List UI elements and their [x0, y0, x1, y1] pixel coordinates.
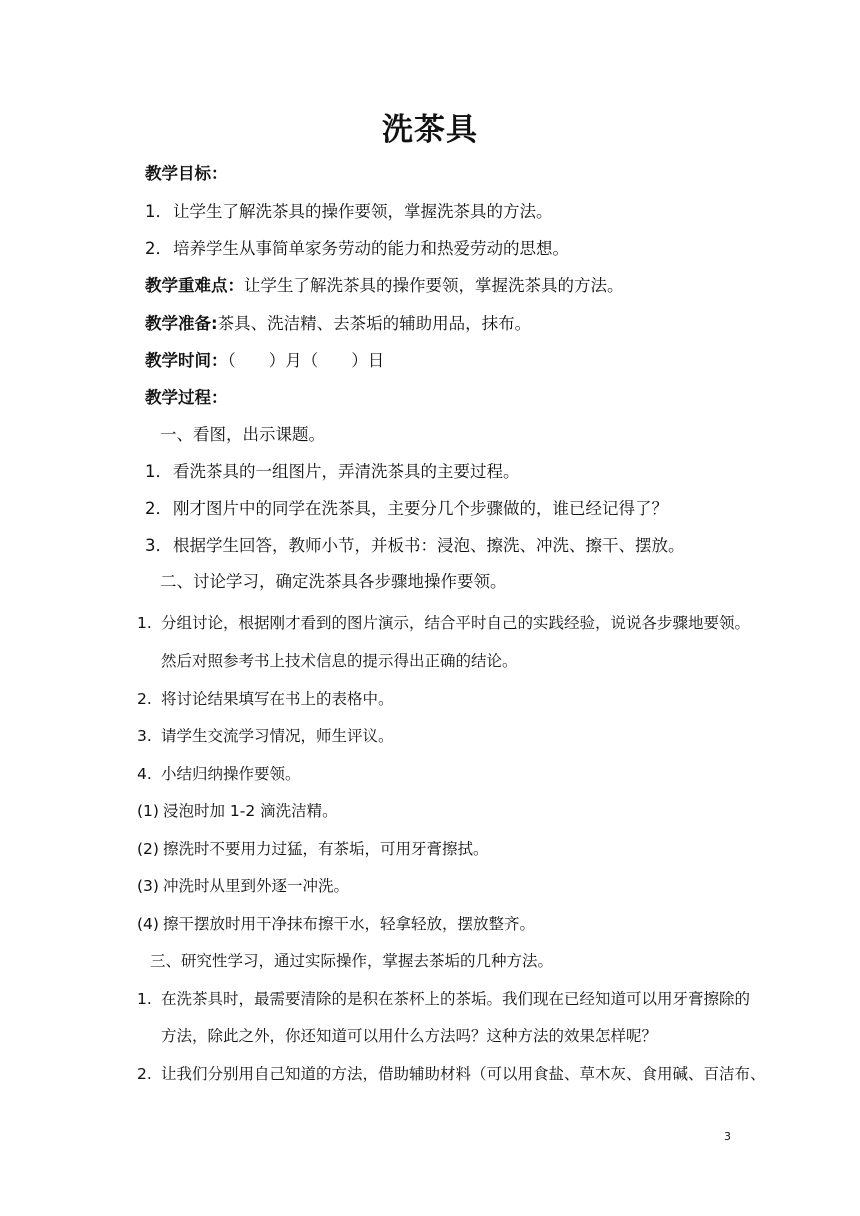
- section-3-item-1-text: 在洗茶具时，最需要清除的是积在茶杯上的茶垢。我们现在已经知道可以用牙膏擦除的: [161, 990, 751, 1008]
- section-2-point-4: [137, 913, 535, 935]
- key-points-text: 让学生了解洗茶具的操作要领，掌握洗茶具的方法。: [244, 276, 624, 295]
- section-2-point-1-number: (1): [137, 802, 159, 820]
- section-2-point-1-text: 浸泡时加 1-2 滴洗洁精。: [163, 802, 338, 820]
- key-points: [145, 275, 624, 297]
- section-1-item-2-number: 2．: [145, 499, 172, 518]
- section-1-item-1-number: 1．: [145, 462, 172, 481]
- time-text: （ ）月（ ）日: [227, 351, 385, 370]
- section-2-item-1-continued: 然后对照参考书上技术信息的提示得出正确的结论。: [161, 652, 518, 670]
- goals-heading: 教学目标：: [145, 164, 228, 183]
- goal-item-1-number: 1．: [145, 202, 172, 221]
- section-1-item-1-text: 看洗茶具的一组图片，弄清洗茶具的主要过程。: [173, 462, 520, 481]
- section-1-item-3: [145, 535, 685, 557]
- section-3-item-2-text: 让我们分别用自己知道的方法，借助辅助材料（可以用食盐、草木灰、食用碱、百洁布、: [161, 1065, 766, 1083]
- section-2-point-4-number: (4): [137, 915, 159, 933]
- section-2-item-1-text: 分组讨论，根据刚才看到的图片演示，结合平时自己的实践经验，说说各步骤地要领。: [161, 614, 751, 632]
- section-1-item-2: [145, 498, 668, 520]
- preparation: [145, 313, 531, 335]
- section-2-point-3-text: 冲洗时从里到外逐一冲洗。: [163, 877, 350, 895]
- section-2-point-3-number: (3): [137, 877, 159, 895]
- process-heading: 教学过程：: [145, 388, 228, 407]
- section-1-item-3-text: 根据学生回答，教师小节，并板书：浸泡、擦洗、冲洗、擦干、摆放。: [173, 536, 685, 555]
- section-2-item-4-text: 小结归纳操作要领。: [161, 765, 301, 783]
- section-2-point-2-text: 擦洗时不要用力过猛，有茶垢，可用牙膏擦拭。: [163, 840, 489, 858]
- section-2-point-4-text: 擦干摆放时用干净抹布擦干水，轻拿轻放，摆放整齐。: [163, 915, 536, 933]
- section-3-item-1-number: 1.: [137, 990, 152, 1008]
- page-number: 3: [724, 1130, 731, 1143]
- teaching-time: [145, 350, 384, 372]
- section-3-item-1: [137, 988, 750, 1010]
- goal-item-1-text: 让学生了解洗茶具的操作要领，掌握洗茶具的方法。: [173, 202, 553, 221]
- preparation-label: 教学准备:: [145, 314, 218, 333]
- goal-item-2-number: 2．: [145, 239, 172, 258]
- section-1-item-1: [145, 461, 520, 483]
- section-2-item-3: [137, 725, 394, 747]
- section-2-item-2-number: 2.: [137, 690, 152, 708]
- page-title: 洗茶具: [382, 112, 478, 148]
- key-points-label: 教学重难点：: [145, 276, 244, 295]
- section-2-point-2-number: (2): [137, 840, 159, 858]
- section-1-item-2-text: 刚才图片中的同学在洗茶具，主要分几个步骤做的，谁已经记得了？: [173, 499, 668, 518]
- preparation-text: 茶具、洗洁精、去茶垢的辅助用品，抹布。: [217, 314, 532, 333]
- section-2-item-4-number: 4.: [137, 765, 152, 783]
- section-2-item-1-number: 1.: [137, 614, 152, 632]
- section-2-item-2: [137, 688, 394, 710]
- section-3-item-1-continued: 方法，除此之外，你还知道可以用什么方法吗？这种方法的效果怎样呢？: [161, 1027, 658, 1045]
- section-2-item-3-text: 请学生交流学习情况，师生评议。: [161, 727, 394, 745]
- section-2-item-4: [137, 763, 301, 785]
- section-1-item-3-number: 3．: [145, 536, 172, 555]
- goal-item-1: [145, 201, 553, 223]
- section-2-heading: 二、讨论学习，确定洗茶具各步骤地操作要领。: [160, 572, 507, 591]
- time-label: 教学时间：: [145, 351, 228, 370]
- goal-item-2-text: 培养学生从事简单家务劳动的能力和热爱劳动的思想。: [173, 239, 569, 258]
- section-2-item-1: [137, 612, 750, 634]
- section-3-item-2: [137, 1063, 766, 1085]
- section-2-item-3-number: 3.: [137, 727, 152, 745]
- section-2-point-2: [137, 838, 489, 860]
- goal-item-2: [145, 238, 569, 260]
- section-2-point-1: [137, 800, 338, 822]
- section-3-item-2-number: 2.: [137, 1065, 152, 1083]
- section-3-heading: 三、研究性学习，通过实际操作，掌握去茶垢的几种方法。: [150, 952, 554, 970]
- section-1-heading: 一、看图，出示课题。: [160, 425, 325, 444]
- section-2-item-2-text: 将讨论结果填写在书上的表格中。: [161, 690, 394, 708]
- section-2-point-3: [137, 875, 349, 897]
